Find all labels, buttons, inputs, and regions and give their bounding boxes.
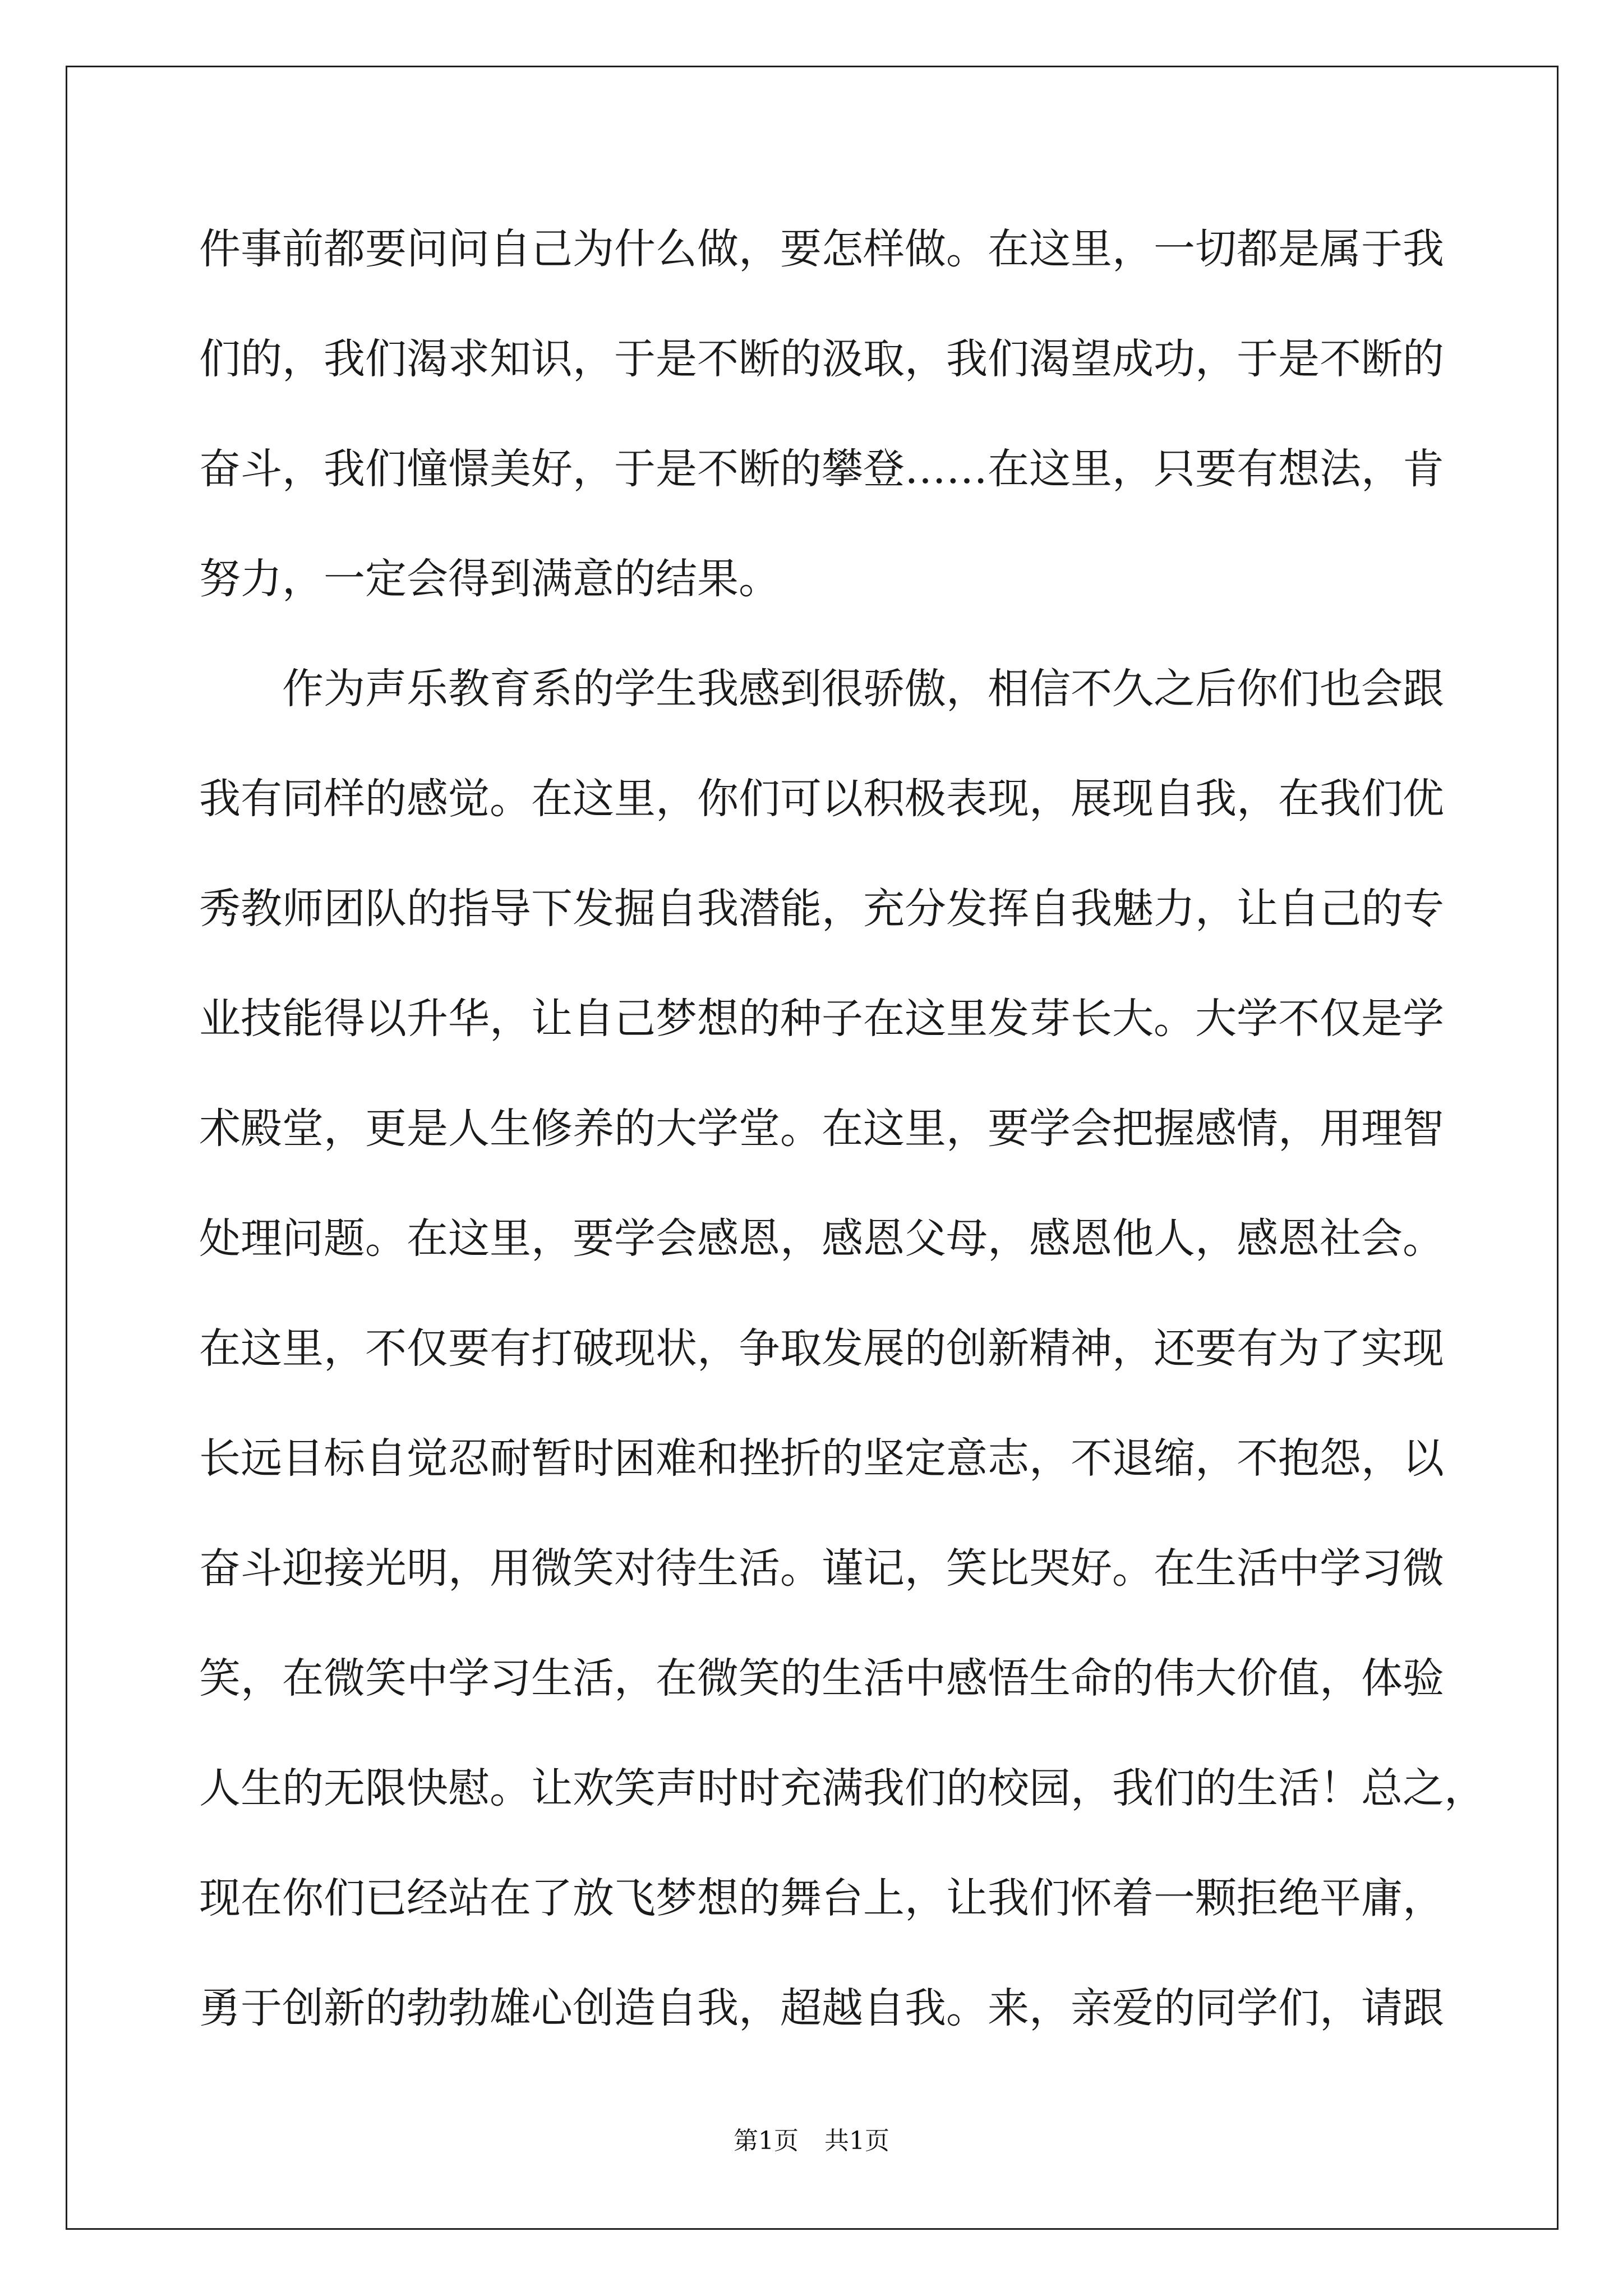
- page-total: 共1页: [824, 2127, 889, 2155]
- text-line: 我有同样的感觉。在这里，你们可以积极表现，展现自我，在我们优: [199, 775, 1444, 823]
- text-line: 长远目标自觉忍耐暂时困难和挫折的坚定意志，不退缩，不抱怨，以: [199, 1434, 1444, 1483]
- text-line: 作为声乐教育系的学生我感到很骄傲，相信不久之后你们也会跟: [199, 665, 1444, 713]
- text-line: 奋斗迎接光明，用微笑对待生活。谨记，笑比哭好。在生活中学习微: [199, 1544, 1444, 1593]
- text-line: 现在你们已经站在了放飞梦想的舞台上，让我们怀着一颗拒绝平庸，: [199, 1874, 1444, 1922]
- text-line: 奋斗，我们憧憬美好，于是不断的攀登……在这里，只要有想法，肯: [199, 445, 1444, 493]
- text-line: 术殿堂，更是人生修养的大学堂。在这里，要学会把握感情，用理智: [199, 1105, 1444, 1153]
- text-line: 人生的无限快慰。让欢笑声时时充满我们的校园，我们的生活！总之，: [199, 1764, 1486, 1812]
- text-line: 处理问题。在这里，要学会感恩，感恩父母，感恩他人，感恩社会。: [199, 1214, 1444, 1263]
- text-line: 秀教师团队的指导下发掘自我潜能，充分发挥自我魅力，让自己的专: [199, 885, 1444, 933]
- text-line: 笑，在微笑中学习生活，在微笑的生活中感悟生命的伟大价值，体验: [199, 1654, 1444, 1703]
- text-line: 们的，我们渴求知识，于是不断的汲取，我们渴望成功，于是不断的: [199, 335, 1444, 383]
- document-body: [199, 215, 1486, 2085]
- text-line: 勇于创新的勃勃雄心创造自我，超越自我。来，亲爱的同学们，请跟: [199, 1984, 1444, 2032]
- text-line: 业技能得以升华，让自己梦想的种子在这里发芽长大。大学不仅是学: [199, 995, 1444, 1043]
- text-line: 件事前都要问问自己为什么做，要怎样做。在这里，一切都是属于我: [199, 225, 1444, 273]
- page-footer: [0, 2124, 1623, 2158]
- text-line: 在这里，不仅要有打破现状，争取发展的创新精神，还要有为了实现: [199, 1324, 1444, 1373]
- text-line: 努力，一定会得到满意的结果。: [199, 555, 780, 603]
- page-number: 第1页: [734, 2127, 799, 2155]
